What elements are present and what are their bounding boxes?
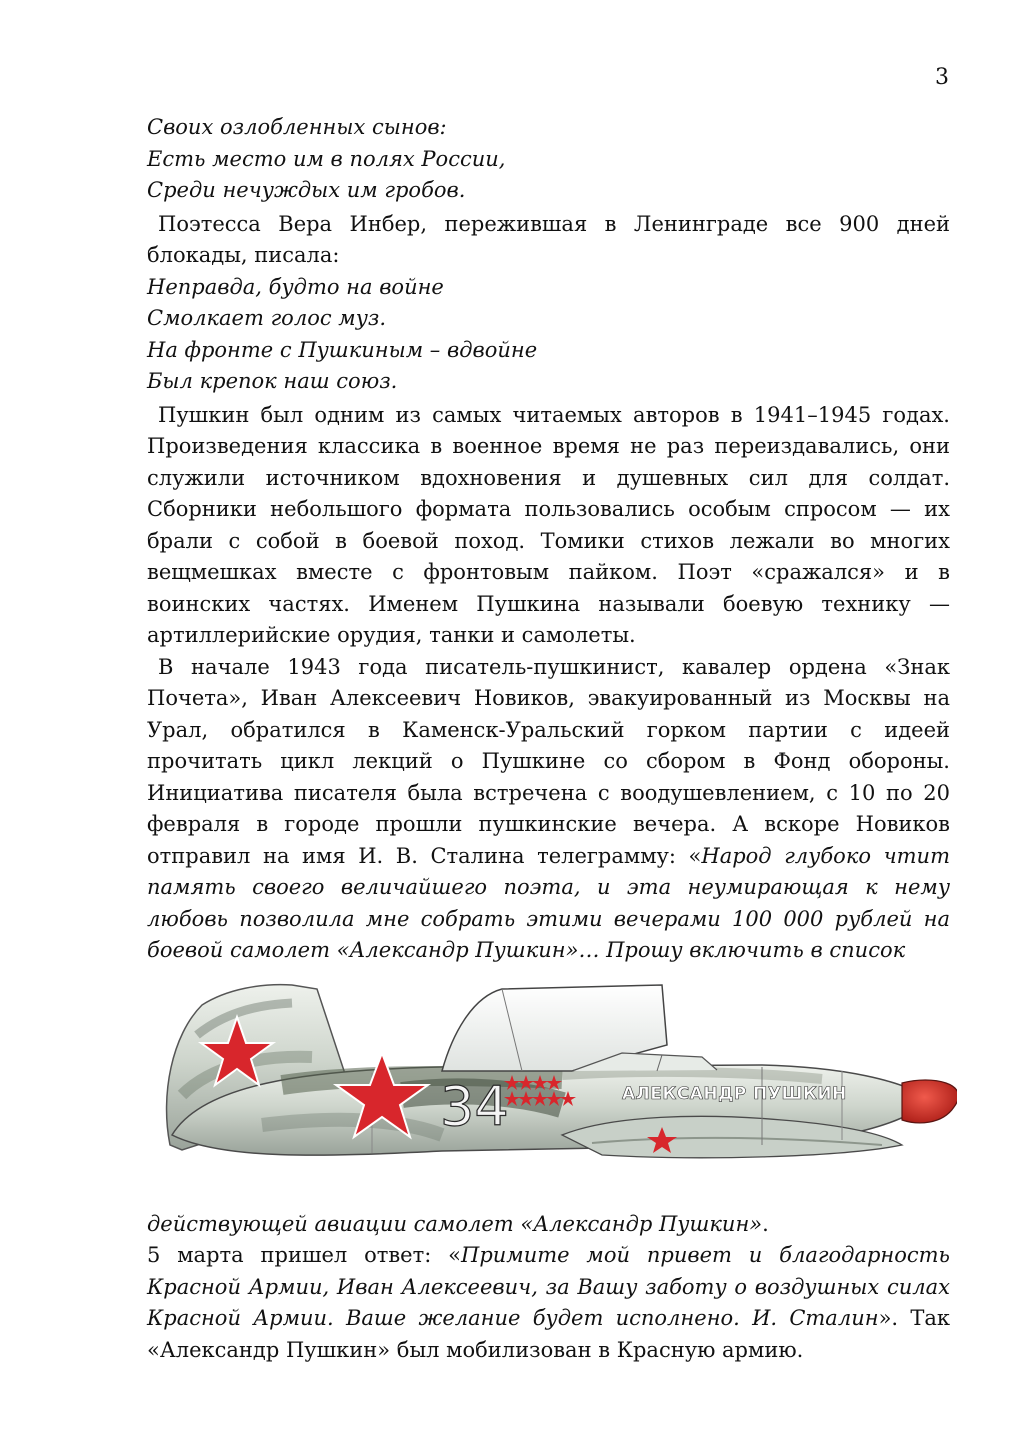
page-number: 3 — [935, 65, 949, 90]
poem-line: На фронте с Пушкиным – вдвойне — [147, 337, 538, 362]
poem-fragment-1 — [147, 112, 950, 207]
page-content — [147, 112, 950, 1366]
paragraph-stalin-reply — [147, 1240, 950, 1366]
yak-fighter-image — [142, 975, 957, 1203]
poem-line: Был крепок наш союз. — [147, 369, 398, 393]
poem-line: Неправда, будто на войне — [147, 274, 444, 299]
telegram-quote: Народ глубоко чтит память своего величайшего поэта, и эта неумирающая к нему любовь позволила мне собрать этими вечерами 100 000 рублей на боевой самолет «Александр Пушкин»… Прошу включить в список — [147, 843, 950, 962]
paragraph-text: . — [762, 1211, 769, 1236]
paragraph-telegram-end — [147, 1209, 950, 1241]
nose-spinner — [902, 1080, 957, 1123]
paragraph-pushkin-war-years: Пушкин был одним из самых читаемых авторов в 1941–1945 годах. Произведения классика в военное время не раз переиздавались, они служили источником вдохновения и душевных сил для солдат. Сборники небольшого формата пользовались особым спросом — их брали с собой в боевой поход. Томики стихов лежали во многих вещмешках вместе с фронтовым пайком. Поэт «сражался» и в воинских частях. Именем Пушкина называли боевую технику — артиллерийские орудия, танки и самолеты. — [147, 402, 950, 647]
poem-line: Смолкает голос муз. — [147, 306, 386, 330]
paragraph-text: В начале 1943 года писатель-пушкинист, кавалер ордена «Знак Почета», Иван Алексеевич Новиков, эвакуированный из Москвы на Урал, обратился в Каменск-Уральский горком партии с идеей прочитать цикл лекций о Пушкине со сбором в Фонд обороны. Инициатива писателя была встречена с воодушевлением, с 10 по 20 февраля в городе прошли пушкинские вечера. А вскоре Новиков отправил на имя И. В. Сталина телеграмму: « — [147, 654, 950, 868]
paragraph-text: ». Так «Александр Пушкин» был мобилизован в Красную армию. — [147, 1306, 950, 1362]
poem-fragment-2 — [147, 272, 950, 398]
paragraph-novikov — [147, 652, 950, 967]
poem-line: Среди нечуждых им гробов. — [147, 178, 466, 202]
paragraph-inber: Поэтесса Вера Инбер, пережившая в Ленинграде все 900 дней блокады, писала: — [147, 211, 950, 267]
telegram-quote-end: действующей авиации самолет «Александр Пушкин» — [147, 1211, 763, 1236]
poem-line: Своих озлобленных сынов: — [147, 115, 447, 139]
reply-quote: Примите мой привет и благодарность Красной Армии, Иван Алексеевич, за Вашу заботу о воздушных силах Красной Армии. Ваше желание будет исполнено. И. Сталин — [147, 1243, 950, 1330]
tail-number: 34 — [440, 1074, 509, 1138]
aircraft-name-label: АЛЕКСАНДР ПУШКИН — [622, 1083, 847, 1104]
paragraph-text: 5 марта пришел ответ: « — [147, 1243, 462, 1267]
aircraft-illustration — [147, 975, 950, 1203]
poem-line: Есть место им в полях России, — [147, 146, 506, 171]
